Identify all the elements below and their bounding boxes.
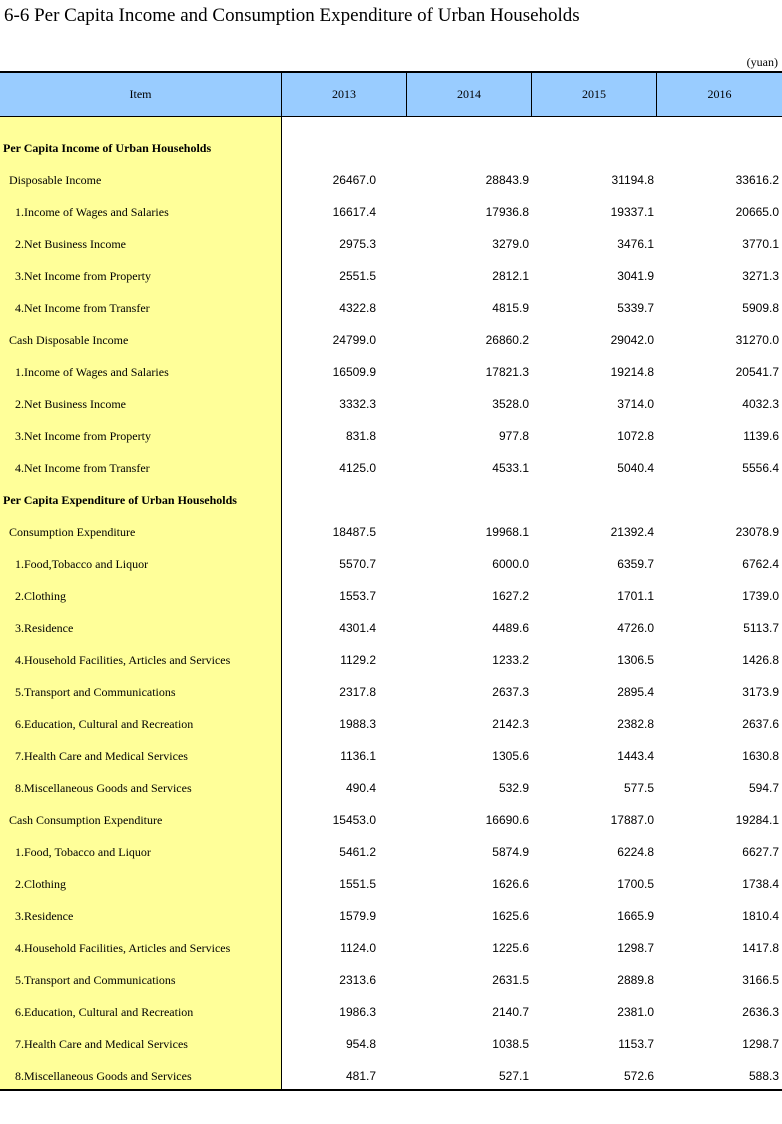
header-item: Item <box>129 87 152 101</box>
section-header-row <box>0 132 782 164</box>
value-2013: 1579.9 <box>339 909 376 923</box>
row-label: 4.Net Income from Transfer <box>15 461 150 475</box>
value-2013: 481.7 <box>345 1069 376 1083</box>
table-row <box>0 612 782 644</box>
value-2013: 954.8 <box>345 1037 376 1051</box>
table-row <box>0 996 782 1028</box>
row-label: 7.Health Care and Medical Services <box>15 1037 188 1051</box>
value-2014: 19968.1 <box>485 525 529 539</box>
value-2016: 20665.0 <box>735 205 779 219</box>
value-2015: 6224.8 <box>617 845 654 859</box>
value-2015: 3041.9 <box>617 269 654 283</box>
value-2013: 1124.0 <box>340 941 376 955</box>
row-label: Cash Consumption Expenditure <box>9 813 163 827</box>
table-row <box>0 324 782 356</box>
value-2015: 4726.0 <box>617 621 654 635</box>
table-row <box>0 676 782 708</box>
row-label: Per Capita Expenditure of Urban Households <box>3 493 237 507</box>
value-2013: 26467.0 <box>332 173 376 187</box>
value-2014: 4533.1 <box>492 461 529 475</box>
row-label: 6.Education, Cultural and Recreation <box>15 717 194 731</box>
value-2013: 4322.8 <box>339 301 376 315</box>
row-label: 2.Net Business Income <box>15 237 126 251</box>
table-row <box>0 356 782 388</box>
value-2013: 4125.0 <box>339 461 376 475</box>
table-row <box>0 868 782 900</box>
value-2016: 2636.3 <box>742 1005 779 1019</box>
header-year-2016: 2016 <box>656 73 782 116</box>
value-2016: 31270.0 <box>735 333 779 347</box>
value-2013: 1551.5 <box>339 877 376 891</box>
value-2016: 6762.4 <box>742 557 779 571</box>
value-2015: 1153.7 <box>618 1037 654 1051</box>
value-2015: 17887.0 <box>610 813 654 827</box>
value-2013: 16509.9 <box>332 365 376 379</box>
value-2014: 28843.9 <box>485 173 529 187</box>
row-label: 3.Residence <box>15 909 74 923</box>
table-row <box>0 452 782 484</box>
value-2013: 1988.3 <box>339 717 376 731</box>
row-label: 4.Household Facilities, Articles and Services <box>15 653 231 667</box>
value-2015: 577.5 <box>623 781 654 795</box>
value-2013: 16617.4 <box>332 205 376 219</box>
value-2015: 31194.8 <box>611 173 654 187</box>
value-2015: 19337.1 <box>610 205 654 219</box>
value-2014: 1305.6 <box>492 749 529 763</box>
value-2014: 1627.2 <box>492 589 529 603</box>
row-label: 1.Income of Wages and Salaries <box>15 205 169 219</box>
value-2015: 2381.0 <box>617 1005 654 1019</box>
table-row <box>0 516 782 548</box>
row-label: 8.Miscellaneous Goods and Services <box>15 1069 192 1083</box>
table-row <box>0 804 782 836</box>
table-row <box>0 388 782 420</box>
value-2014: 4489.6 <box>492 621 529 635</box>
table-row <box>0 196 782 228</box>
value-2014: 17936.8 <box>485 205 529 219</box>
value-2016: 6627.7 <box>742 845 779 859</box>
table-row <box>0 964 782 996</box>
row-label: 3.Residence <box>15 621 74 635</box>
value-2015: 5040.4 <box>617 461 654 475</box>
row-label: 4.Net Income from Transfer <box>15 301 150 315</box>
row-label: 4.Household Facilities, Articles and Services <box>15 941 231 955</box>
value-2016: 3770.1 <box>742 237 779 251</box>
value-2013: 1129.2 <box>340 653 376 667</box>
value-2013: 831.8 <box>345 429 376 443</box>
value-2013: 5461.2 <box>339 845 376 859</box>
value-2015: 1700.5 <box>617 877 654 891</box>
value-2013: 2551.5 <box>339 269 376 283</box>
value-2016: 23078.9 <box>735 525 779 539</box>
value-2014: 2812.1 <box>492 269 529 283</box>
table-row <box>0 548 782 580</box>
value-2016: 3166.5 <box>742 973 779 987</box>
row-label: 1.Income of Wages and Salaries <box>15 365 169 379</box>
table-row <box>0 260 782 292</box>
value-2016: 33616.2 <box>735 173 779 187</box>
value-2013: 4301.4 <box>339 621 376 635</box>
value-2014: 2631.5 <box>492 973 529 987</box>
header-year-2015: 2015 <box>531 73 656 116</box>
row-label: Per Capita Income of Urban Households <box>3 141 212 155</box>
row-label: 6.Education, Cultural and Recreation <box>15 1005 194 1019</box>
table-row <box>0 580 782 612</box>
page-title: 6-6 Per Capita Income and Consumption Expenditure of Urban Households <box>4 5 580 26</box>
value-2016: 1298.7 <box>742 1037 779 1051</box>
row-label: Consumption Expenditure <box>9 525 136 539</box>
value-2016: 4032.3 <box>742 397 779 411</box>
table-row <box>0 836 782 868</box>
row-label: 2.Net Business Income <box>15 397 126 411</box>
value-2014: 1225.6 <box>492 941 529 955</box>
value-2013: 18487.5 <box>332 525 376 539</box>
value-2014: 4815.9 <box>492 301 529 315</box>
value-2013: 490.4 <box>345 781 376 795</box>
value-2013: 2975.3 <box>339 237 376 251</box>
row-label: 7.Health Care and Medical Services <box>15 749 188 763</box>
value-2013: 1986.3 <box>339 1005 376 1019</box>
table-row <box>0 772 782 804</box>
value-2015: 19214.8 <box>610 365 654 379</box>
value-2015: 1306.5 <box>617 653 654 667</box>
value-2015: 1443.4 <box>617 749 654 763</box>
value-2015: 2382.8 <box>617 717 654 731</box>
table-row <box>0 900 782 932</box>
value-2016: 1739.0 <box>742 589 779 603</box>
value-2016: 1426.8 <box>742 653 779 667</box>
value-2015: 1072.8 <box>617 429 654 443</box>
value-2014: 17821.3 <box>485 365 529 379</box>
row-label: 3.Net Income from Property <box>15 269 151 283</box>
value-2014: 2140.7 <box>492 1005 529 1019</box>
value-2015: 3476.1 <box>617 237 654 251</box>
value-2013: 1553.7 <box>339 589 376 603</box>
value-2016: 1417.8 <box>742 941 779 955</box>
value-2016: 1738.4 <box>742 877 779 891</box>
table-row <box>0 1028 782 1060</box>
value-2015: 572.6 <box>623 1069 654 1083</box>
table-bottom-rule <box>0 1089 782 1091</box>
row-label: Disposable Income <box>9 173 102 187</box>
value-2015: 6359.7 <box>617 557 654 571</box>
value-2013: 1136.1 <box>340 749 376 763</box>
value-2016: 20541.7 <box>735 365 779 379</box>
value-2015: 2889.8 <box>617 973 654 987</box>
unit-label: (yuan) <box>746 55 778 69</box>
row-label: 1.Food,Tobacco and Liquor <box>15 557 149 571</box>
value-2016: 1810.4 <box>742 909 779 923</box>
value-2014: 26860.2 <box>485 333 529 347</box>
value-2014: 1038.5 <box>492 1037 529 1051</box>
value-2015: 29042.0 <box>610 333 654 347</box>
table-row <box>0 228 782 260</box>
header-year-2014: 2014 <box>406 73 531 116</box>
value-2013: 24799.0 <box>332 333 376 347</box>
value-2015: 2895.4 <box>617 685 654 699</box>
value-2014: 527.1 <box>498 1069 529 1083</box>
table-header <box>0 71 782 117</box>
table-row <box>0 932 782 964</box>
table-row <box>0 708 782 740</box>
table-row <box>0 292 782 324</box>
value-2015: 1665.9 <box>617 909 654 923</box>
value-2014: 16690.6 <box>485 813 529 827</box>
row-label: Cash Disposable Income <box>9 333 129 347</box>
table-row <box>0 644 782 676</box>
header-year-2013: 2013 <box>281 73 406 116</box>
row-label: 2.Clothing <box>15 589 67 603</box>
table-row <box>0 164 782 196</box>
row-label: 5.Transport and Communications <box>15 685 176 699</box>
table-row <box>0 1060 782 1092</box>
value-2015: 1701.1 <box>617 589 654 603</box>
value-2014: 1625.6 <box>492 909 529 923</box>
table-row <box>0 420 782 452</box>
value-2015: 21392.4 <box>610 525 654 539</box>
value-2014: 5874.9 <box>492 845 529 859</box>
row-label: 8.Miscellaneous Goods and Services <box>15 781 192 795</box>
value-2013: 2313.6 <box>339 973 376 987</box>
value-2016: 2637.6 <box>742 717 779 731</box>
value-2016: 1630.8 <box>742 749 779 763</box>
row-label: 1.Food, Tobacco and Liquor <box>15 845 151 859</box>
value-2013: 15453.0 <box>332 813 376 827</box>
value-2016: 19284.1 <box>735 813 779 827</box>
value-2015: 1298.7 <box>617 941 654 955</box>
value-2015: 5339.7 <box>617 301 654 315</box>
value-2016: 5909.8 <box>742 301 779 315</box>
value-2014: 6000.0 <box>492 557 529 571</box>
table-row <box>0 740 782 772</box>
value-2014: 977.8 <box>498 429 529 443</box>
value-2015: 3714.0 <box>617 397 654 411</box>
value-2016: 3271.3 <box>742 269 779 283</box>
value-2013: 5570.7 <box>339 557 376 571</box>
value-2014: 1626.6 <box>492 877 529 891</box>
row-label: 5.Transport and Communications <box>15 973 176 987</box>
section-header-row <box>0 484 782 516</box>
value-2013: 3332.3 <box>339 397 376 411</box>
value-2014: 3279.0 <box>492 237 529 251</box>
row-label: 2.Clothing <box>15 877 67 891</box>
value-2014: 1233.2 <box>492 653 529 667</box>
value-2014: 3528.0 <box>492 397 529 411</box>
value-2014: 532.9 <box>498 781 529 795</box>
row-label: 3.Net Income from Property <box>15 429 151 443</box>
value-2013: 2317.8 <box>339 685 376 699</box>
value-2016: 3173.9 <box>742 685 779 699</box>
value-2016: 588.3 <box>748 1069 779 1083</box>
value-2016: 5556.4 <box>742 461 779 475</box>
value-2014: 2637.3 <box>492 685 529 699</box>
value-2016: 594.7 <box>748 781 779 795</box>
value-2016: 1139.6 <box>743 429 779 443</box>
value-2016: 5113.7 <box>743 621 779 635</box>
value-2014: 2142.3 <box>492 717 529 731</box>
